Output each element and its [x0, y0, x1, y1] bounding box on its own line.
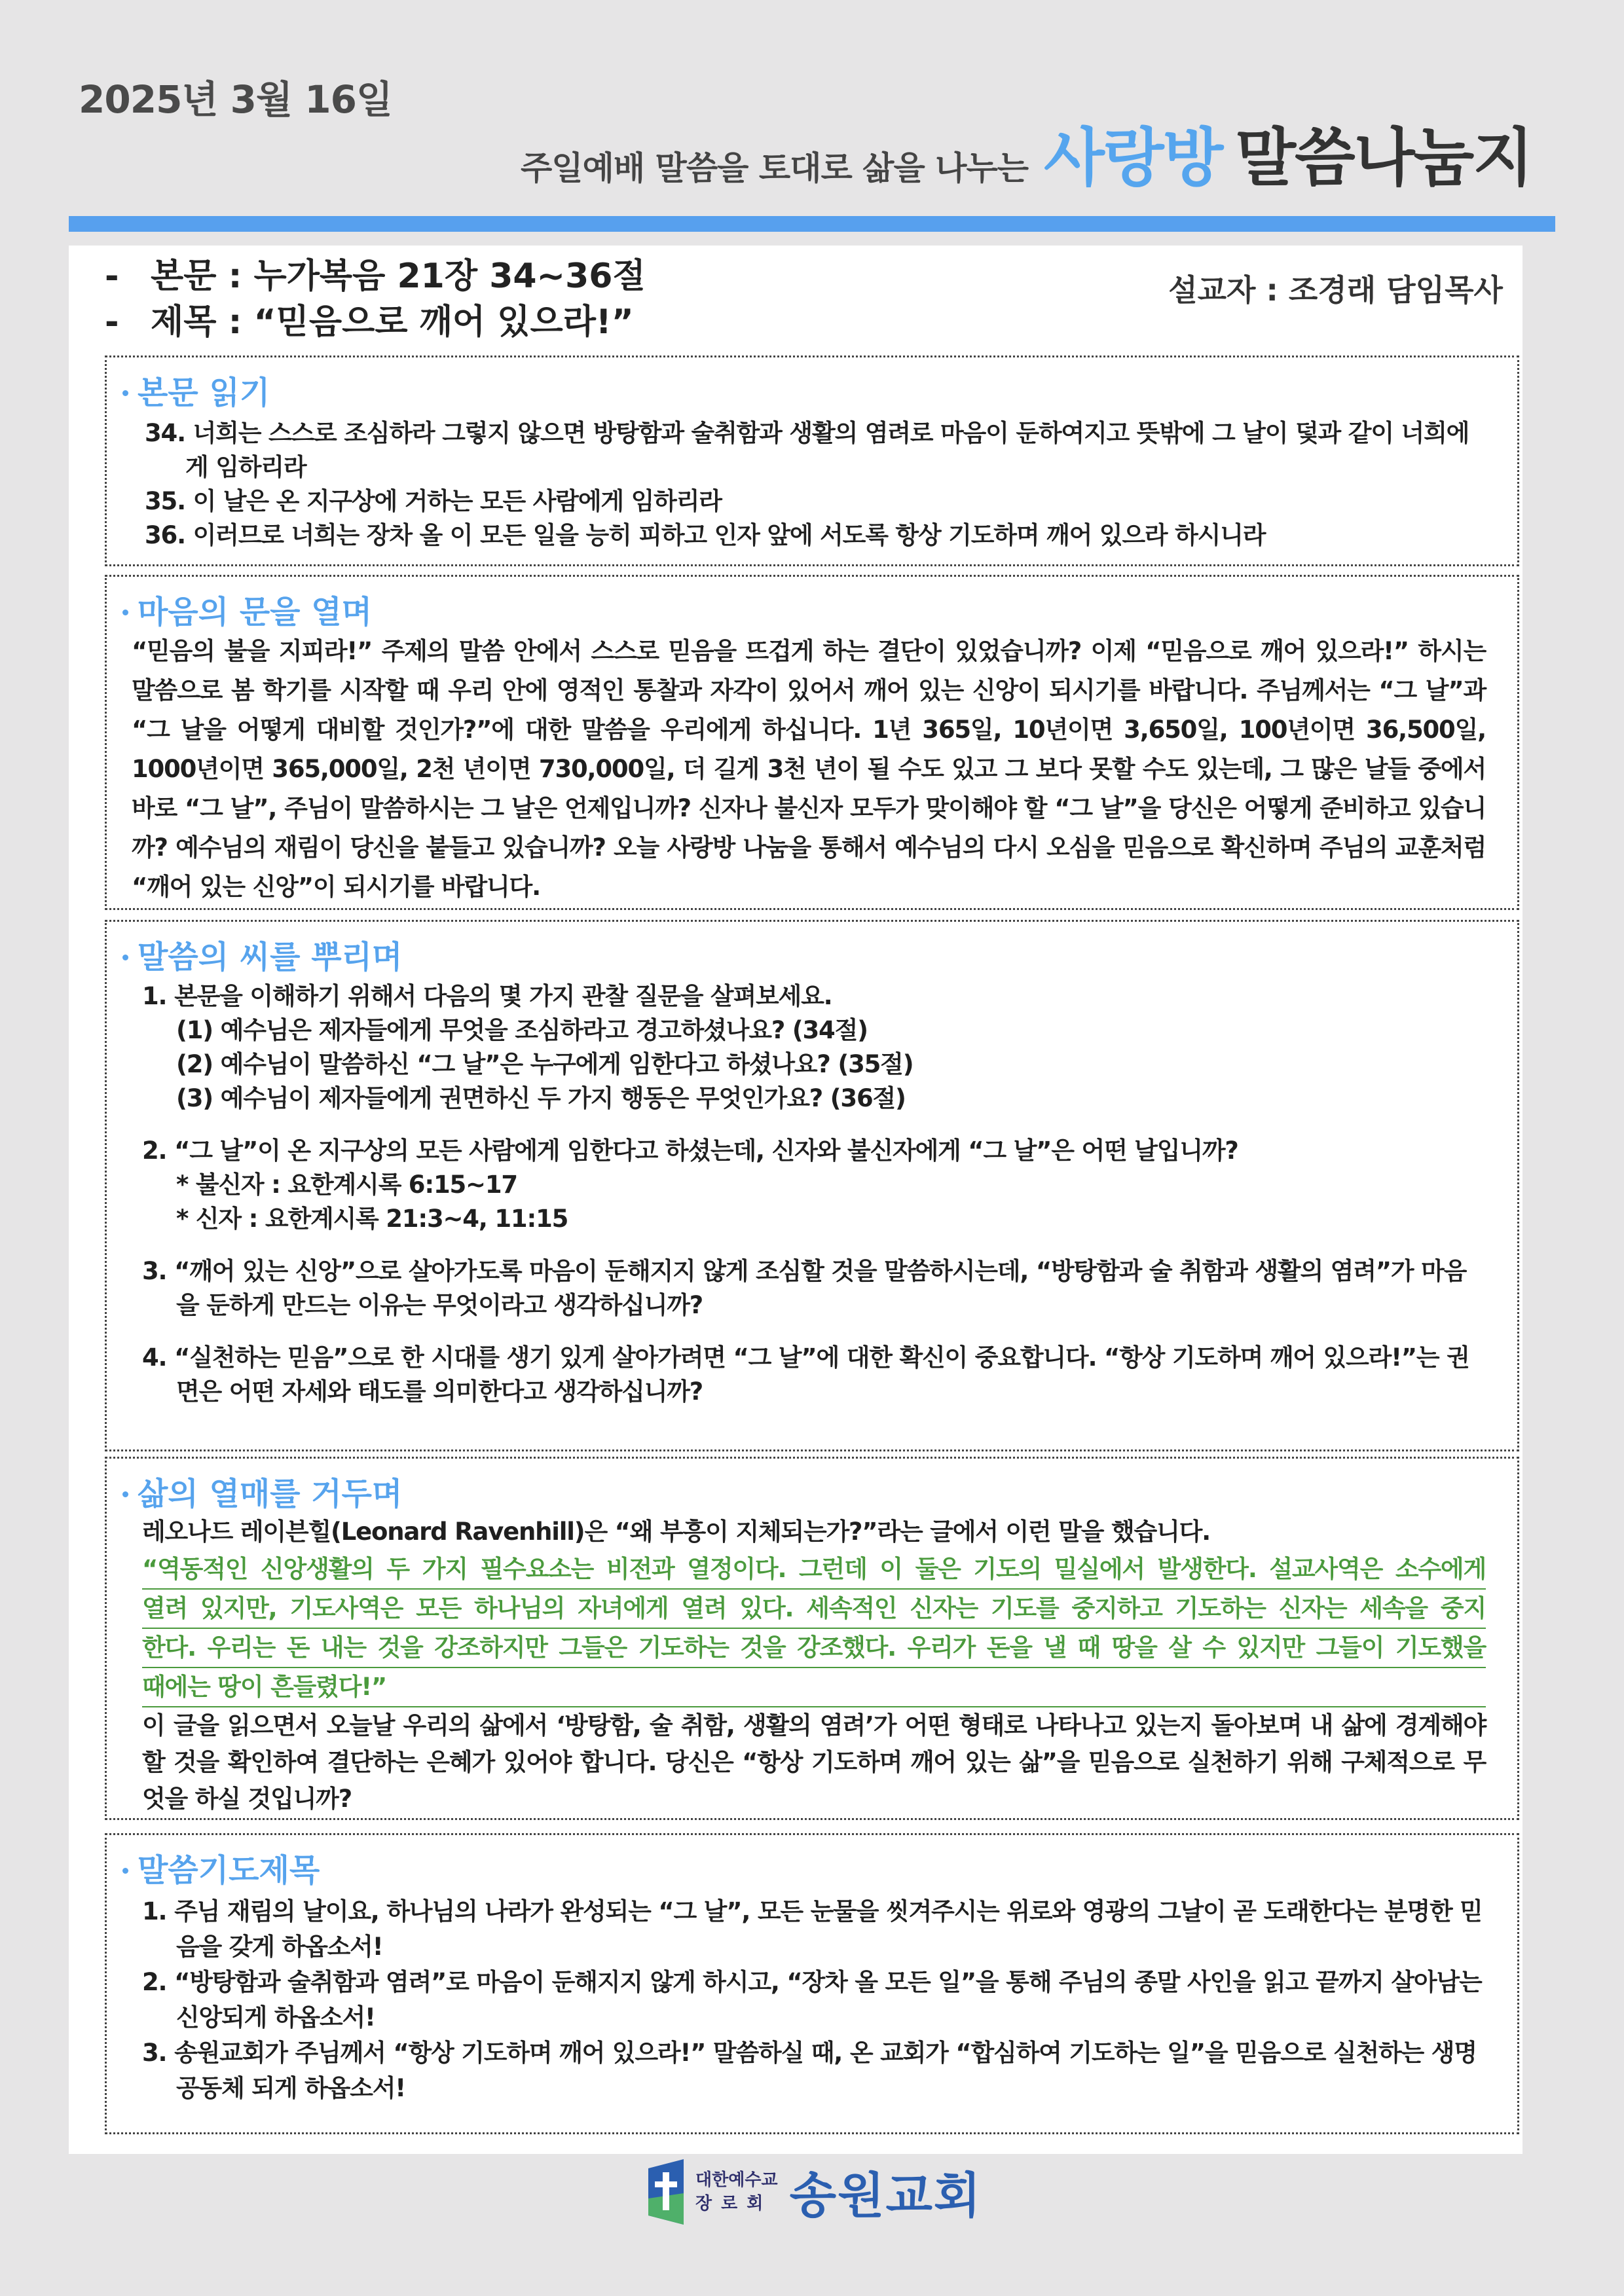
- prayer-item: 2. “방탕함과 술취함과 염려”로 마음이 둔해지지 않게 하시고, “장차 올 모든 일”을 통해 주님의 종말 사인을 읽고 끝까지 살아남는 신앙되게 하옵소서!: [142, 1968, 1482, 2032]
- quote-line: 열려 있지만, 기도사역은 모든 하나님의 자녀에게 열려 있다. 세속적인 신자는 기도를 중지하고 기도하는 신자는 세속을 중지: [142, 1590, 1486, 1629]
- fruit-intro: 레오나드 레이븐힐(Leonard Ravenhill)은 “왜 부흥이 지체되는가?”라는 글에서 이런 말을 했습니다.: [142, 1518, 1211, 1546]
- verse-list: [122, 416, 1486, 553]
- spacer: [122, 1322, 1486, 1341]
- section-reading: [105, 355, 1519, 566]
- denomination-bottom: 장로회: [695, 2194, 773, 2214]
- cross-logo-icon: [648, 2159, 684, 2225]
- sermon-title: 제목 : “믿음으로 깨어 있으라!”: [151, 302, 634, 342]
- spacer: [122, 1116, 1486, 1134]
- prayer-item: 1. 주님 재림의 날이요, 하나님의 나라가 완성되는 “그 날”, 모든 눈물을 씻겨주시는 위로와 영광의 그날이 곧 도래한다는 분명한 믿음을 갖게 하옵소서!: [142, 1897, 1483, 1961]
- section-title: [122, 373, 1486, 412]
- content-page: [69, 246, 1522, 2154]
- quote-line: “역동적인 신앙생활의 두 가지 필수요소는 비전과 열정이다. 그런데 이 둘은 기도의 밀실에서 발생한다. 설교사역은 소수에게: [142, 1550, 1486, 1590]
- church-name: 송원교회: [789, 2168, 982, 2224]
- section-prayer: [105, 1833, 1519, 2134]
- dash-bullet: -: [105, 302, 119, 342]
- bullet-dot-icon: [122, 390, 128, 396]
- section-title-text: 마음의 문을 열며: [138, 594, 372, 630]
- quote-line: 때에는 땅이 흔들렸다!”: [142, 1668, 1486, 1707]
- section-title: [122, 938, 1486, 977]
- fruit-closing: 이 글을 읽으면서 오늘날 우리의 삶에서 ‘방탕함, 술 취함, 생활의 염려’가 어떤 형태로 나타나고 있는지 돌아보며 내 삶에 경계해야 할 것을 확인하여 결단하는 은혜가 있어야 합니다. 당신은 “항상 기도하며 깨어 있는 삶”을 믿음으로 실천하기 위해 구체적으로 무엇을 하실 것입니까?: [142, 1711, 1486, 1813]
- prayer-item: 3. 송원교회가 주님께서 “항상 기도하며 깨어 있으라!” 말씀하실 때, 온 교회가 “합심하여 기도하는 일”을 믿음으로 실천하는 생명공동체 되게 하옵소서!: [142, 2039, 1477, 2102]
- question-1-sub: (3) 예수님이 제자들에게 권면하신 두 가지 행동은 무엇인가요? (36절): [176, 1084, 906, 1112]
- section-seed: [105, 920, 1519, 1451]
- quote-line: 한다. 우리는 돈 내는 것을 강조하지만 그들은 기도하는 것을 강조했다. 우리가 돈을 낼 때 땅을 살 수 있지만 그들이 기도했을: [142, 1629, 1486, 1668]
- section-title-text: 본문 읽기: [138, 374, 270, 411]
- section-title: [122, 1474, 1486, 1514]
- bullet-dot-icon: [122, 610, 128, 615]
- question-2-sub: * 신자 : 요한계시록 21:3~4, 11:15: [176, 1205, 568, 1233]
- title-line: [105, 299, 646, 345]
- section-title-text: 말씀의 씨를 뿌리며: [138, 939, 403, 975]
- question-list: [122, 979, 1486, 1409]
- spacer: [122, 1236, 1486, 1254]
- question-2: 2. “그 날”이 온 지구상의 모든 사람에게 임한다고 하셨는데, 신자와 불신자에게 “그 날”은 어떤 날입니까?: [142, 1137, 1238, 1165]
- preacher: 설교자 : 조경래 담임목사: [1168, 272, 1503, 308]
- prayer-list: [122, 1894, 1486, 2106]
- header-title-block: [521, 108, 1532, 198]
- header-title-sarangbang: 사랑방: [1044, 121, 1223, 194]
- verse-35: 35. 이 날은 온 지구상에 거하는 모든 사람에게 임하리라: [145, 487, 722, 515]
- scripture-reference: 본문 : 누가복음 21장 34~36절: [151, 257, 646, 296]
- section-title: [122, 592, 1486, 632]
- question-1-sub: (2) 예수님이 말씀하신 “그 날”은 누구에게 임한다고 하셨나요? (35절): [176, 1050, 913, 1078]
- sermon-meta: [105, 253, 646, 345]
- header-divider-bar: [69, 216, 1555, 232]
- denomination-top: 대한예수교: [695, 2170, 778, 2190]
- question-1-sub: (1) 예수님은 제자들에게 무엇을 조심하라고 경고하셨나요? (34절): [176, 1016, 868, 1044]
- bullet-dot-icon: [122, 1491, 128, 1497]
- question-2-sub: * 불신자 : 요한계시록 6:15~17: [176, 1171, 517, 1199]
- question-3: 3. “깨어 있는 신앙”으로 살아가도록 마음이 둔해지지 않게 조심할 것을 말씀하시는데, “방탕함과 술 취함과 생활의 염려”가 마음을 둔하게 만드는 이유는 무엇이라고 생각하십니까?: [142, 1257, 1467, 1319]
- question-1: 1. 본문을 이해하기 위해서 다음의 몇 가지 관찰 질문을 살펴보세요.: [142, 982, 832, 1010]
- section-title-text: 말씀기도제목: [138, 1852, 320, 1889]
- question-4: 4. “실천하는 믿음”으로 한 시대를 생기 있게 살아가려면 “그 날”에 대한 확신이 중요합니다. “항상 기도하며 깨어 있으라!”는 권면은 어떤 자세와 태도를 의미한다고 생각하십니까?: [142, 1343, 1469, 1406]
- verse-34: 34. 너희는 스스로 조심하라 그렇지 않으면 방탕함과 술취함과 생활의 염려로 마음이 둔하여지고 뜻밖에 그 날이 덫과 같이 너희에게 임하리라: [145, 419, 1469, 481]
- bulletin-date: 2025년 3월 16일: [79, 77, 392, 122]
- scripture-line: [105, 253, 646, 299]
- bullet-dot-icon: [122, 1868, 128, 1874]
- section-opening: [105, 575, 1519, 910]
- section-title: [122, 1851, 1486, 1890]
- church-logo: [648, 2157, 982, 2227]
- opening-paragraph: “믿음의 불을 지피라!” 주제의 말씀 안에서 스스로 믿음을 뜨겁게 하는 결단이 있었습니까? 이제 “믿음으로 깨어 있으라!” 하시는 말씀으로 봄 학기를 시작할 때 우리 안에 영적인 통찰과 자각이 있어서 깨어 있는 신앙이 되시기를 바랍니다. 주님께서는 “그 날”과 “그 날을 어떻게 대비할 것인가?”에 대한 말씀을 우리에게 하십니다. 1년 365일, 10년이면 3,650일, 100년이면 36,500일, 1000년이면 365,000일, 2천 년이면 730,000일, 더 길게 3천 년이 될 수도 있고 그 보다 못할 수도 있는데, 그 많은 날들 중에서 바로 “그 날”, 주님이 말씀하시는 그 날은 언제입니까? 신자나 불신자 모두가 맞이해야 할 “그 날”을 당신은 어떻게 준비하고 있습니까? 예수님의 재림이 당신을 붙들고 있습니까? 오늘 사랑방 나눔을 통해서 예수님의 다시 오심을 믿음으로 확신하며 주님의 교훈처럼 “깨어 있는 신앙”이 되시기를 바랍니다.: [132, 637, 1486, 901]
- bullet-dot-icon: [122, 955, 128, 960]
- verse-36: 36. 이러므로 너희는 장차 올 이 모든 일을 능히 피하고 인자 앞에 서도록 항상 기도하며 깨어 있으라 하시니라: [145, 521, 1266, 549]
- section-fruit: [105, 1457, 1519, 1820]
- header-title-sharing: 말씀나눔지: [1235, 121, 1532, 194]
- header-subtitle: 주일예배 말씀을 토대로 삶을 나누는: [520, 149, 1029, 187]
- section-title-text: 삶의 열매를 거두며: [138, 1476, 403, 1512]
- dash-bullet: -: [105, 257, 119, 296]
- ravenhill-quote: [142, 1550, 1486, 1707]
- denomination-label: [695, 2168, 778, 2215]
